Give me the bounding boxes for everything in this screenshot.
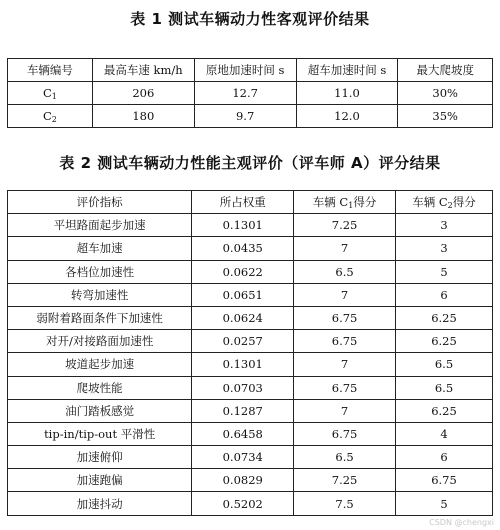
header-c2-score: 车辆 $C_2$得分 [395, 191, 492, 214]
c1-score-cell: 7 [294, 283, 396, 306]
weight-cell: 0.0257 [192, 330, 294, 353]
header-indicator: 评价指标 [8, 191, 192, 214]
table2-caption: 表 2 测试车辆动力性能主观评价（评车师 A）评分结果 [59, 154, 441, 172]
vehicle-id-cell: $C_2$ [8, 105, 93, 128]
table-cell: 30% [398, 82, 493, 105]
indicator-cell: 加速抖动 [8, 492, 192, 515]
table-cell: 12.0 [296, 105, 398, 128]
table1-caption: 表 1 测试车辆动力性客观评价结果 [130, 10, 370, 28]
c2-score-cell: 5 [395, 260, 492, 283]
c1-score-cell: 7.25 [294, 214, 396, 237]
table-row [8, 492, 493, 515]
c1-score-cell: 7 [294, 353, 396, 376]
indicator-cell: 弱附着路面条件下加速性 [8, 306, 192, 329]
c2-score-cell: 6 [395, 283, 492, 306]
indicator-cell: 对开/对接路面加速性 [8, 330, 192, 353]
c2-score-cell: 6 [395, 446, 492, 469]
indicator-cell: 加速俯仰 [8, 446, 192, 469]
table-row [8, 446, 493, 469]
table-row [8, 353, 493, 376]
table-cell: 12.7 [194, 82, 296, 105]
table-cell: 35% [398, 105, 493, 128]
c1-score-cell: 6.5 [294, 446, 396, 469]
table-header-row [8, 191, 493, 214]
c2-score-cell: 3 [395, 237, 492, 260]
c1-score-cell: 7 [294, 237, 396, 260]
weight-cell: 0.0624 [192, 306, 294, 329]
header-cell: 原地加速时间 s [194, 59, 296, 82]
indicator-cell: tip-in/tip-out 平滑性 [8, 422, 192, 445]
table-row [8, 237, 493, 260]
table-row [8, 422, 493, 445]
indicator-cell: 油门踏板感觉 [8, 399, 192, 422]
c1-score-cell: 6.75 [294, 330, 396, 353]
indicator-cell: 转弯加速性 [8, 283, 192, 306]
table-row [8, 330, 493, 353]
c2-score-cell: 4 [395, 422, 492, 445]
weight-cell: 0.1301 [192, 353, 294, 376]
c1-score-cell: 6.75 [294, 422, 396, 445]
table-cell: 9.7 [194, 105, 296, 128]
c1-score-cell: 7.25 [294, 469, 396, 492]
table-row [8, 376, 493, 399]
c1-score-cell: 7.5 [294, 492, 396, 515]
weight-cell: 0.0829 [192, 469, 294, 492]
weight-cell: 0.1301 [192, 214, 294, 237]
vehicle-id-cell: $C_1$ [8, 82, 93, 105]
c2-score-cell: 6.5 [395, 376, 492, 399]
weight-cell: 0.1287 [192, 399, 294, 422]
table-row [8, 260, 493, 283]
table-row [8, 283, 493, 306]
indicator-cell: 坡道起步加速 [8, 353, 192, 376]
c2-score-cell: 6.75 [395, 469, 492, 492]
header-cell: 最高车速 km/h [92, 59, 194, 82]
c1-score-cell: 6.75 [294, 306, 396, 329]
c2-score-cell: 3 [395, 214, 492, 237]
table-row [8, 82, 493, 105]
table-row [8, 214, 493, 237]
indicator-cell: 平坦路面起步加速 [8, 214, 192, 237]
indicator-cell: 各档位加速性 [8, 260, 192, 283]
header-cell: 最大爬坡度 [398, 59, 493, 82]
header-c1-score: 车辆 $C_1$得分 [294, 191, 396, 214]
weight-cell: 0.0703 [192, 376, 294, 399]
weight-cell: 0.0734 [192, 446, 294, 469]
subjective-evaluation-table [7, 190, 493, 516]
header-cell: 超车加速时间 s [296, 59, 398, 82]
c2-score-cell: 6.25 [395, 399, 492, 422]
table-cell: 206 [92, 82, 194, 105]
weight-cell: 0.0651 [192, 283, 294, 306]
c2-score-cell: 6.25 [395, 330, 492, 353]
c1-score-cell: 6.75 [294, 376, 396, 399]
objective-evaluation-table [7, 58, 493, 128]
c1-score-cell: 7 [294, 399, 396, 422]
c2-score-cell: 6.5 [395, 353, 492, 376]
indicator-cell: 超车加速 [8, 237, 192, 260]
table-row [8, 105, 493, 128]
weight-cell: 0.6458 [192, 422, 294, 445]
table-cell: 180 [92, 105, 194, 128]
table-cell: 11.0 [296, 82, 398, 105]
header-weight: 所占权重 [192, 191, 294, 214]
weight-cell: 0.0622 [192, 260, 294, 283]
indicator-cell: 加速跑偏 [8, 469, 192, 492]
table-row [8, 306, 493, 329]
table-header-row [8, 59, 493, 82]
table-row [8, 399, 493, 422]
table-row [8, 469, 493, 492]
c1-score-cell: 6.5 [294, 260, 396, 283]
weight-cell: 0.0435 [192, 237, 294, 260]
watermark: CSDN @chengxi [429, 518, 494, 527]
header-cell: 车辆编号 [8, 59, 93, 82]
weight-cell: 0.5202 [192, 492, 294, 515]
c2-score-cell: 6.25 [395, 306, 492, 329]
indicator-cell: 爬坡性能 [8, 376, 192, 399]
c2-score-cell: 5 [395, 492, 492, 515]
